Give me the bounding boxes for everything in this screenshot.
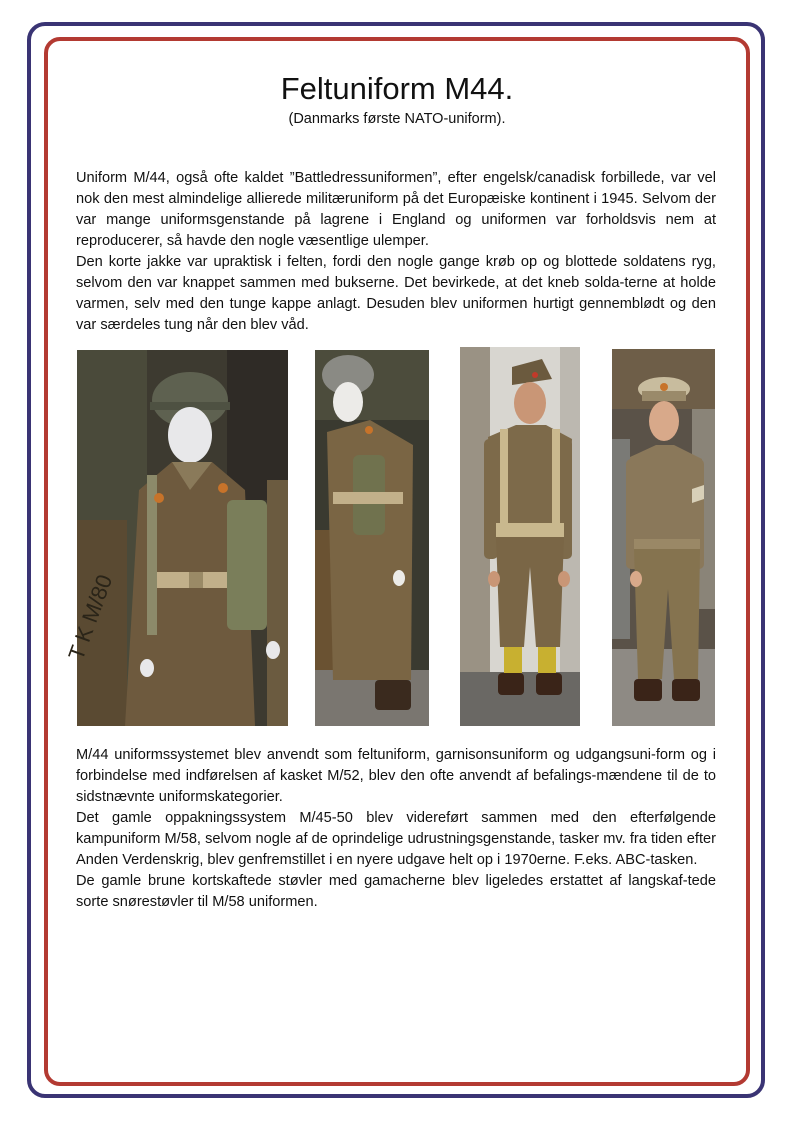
closing-paragraph-1: M/44 uniformssystemet blev anvendt som feltuniform, garnisonsuniform og udgangsuni-form og i forbindelse med indførelsen af kasket M/52, blev den ofte anvendt af befalings-mændene til de to sidstnævnte uniformskategorier. xyxy=(76,747,716,805)
closing-text xyxy=(76,745,716,913)
photo-greatcoat-helmet xyxy=(63,350,288,726)
intro-paragraph-1: Uniform M/44, også ofte kaldet ”Battledressuniformen”, efter engelsk/canadisk forbillede, var vel nok den mest almindelige allierede militæruniform på det Europæiske kontinent i 1945. Selvom der var mange uniformsgenstande på lagrene i England og uniformen var forholdsvis nem at reproducerer, så havde den nogle væsentlige ulemper. xyxy=(76,170,716,249)
page-subtitle: (Danmarks første NATO-uniform). xyxy=(288,111,506,127)
closing-paragraph-2: Det gamle oppakningssystem M/45-50 blev videreført sammen med den efterfølgende kampuniform M/58, selvom nogle af de oprindelige udrustningsgenstande, tasker mv. fra tiden efter Anden Verdenskrig, blev genfremstillet i en nyere udgave helt op i 1970erne. F.eks. ABC-tasken. xyxy=(76,810,716,868)
photo-battledress-sidecap xyxy=(460,347,580,726)
page-title: Feltuniform M44. xyxy=(280,71,514,106)
photo-greatcoat-side xyxy=(315,350,429,726)
closing-paragraph-3: De gamle brune kortskaftede støvler med gamacherne blev ligeledes erstattet af langskaf-tede sorte snørestøvler til M/58 uniformen. xyxy=(76,873,716,910)
photo-battledress-peakedcap xyxy=(612,349,715,726)
intro-text xyxy=(76,168,716,336)
svg-text:T K M/80: T K M/80 xyxy=(63,571,118,664)
intro-paragraph-2: Den korte jakke var upraktisk i felten, fordi den nogle gange krøb op og blottede soldatens ryg, selvom den var knappet sammen med bukserne. Det bevirkede, at det kneb solda-terne at holde varmen, selv med den tunge kappe anlagt. Desuden blev uniformen hurtigt gennemblødt og den var særdeles tung når den blev våd. xyxy=(76,254,716,333)
